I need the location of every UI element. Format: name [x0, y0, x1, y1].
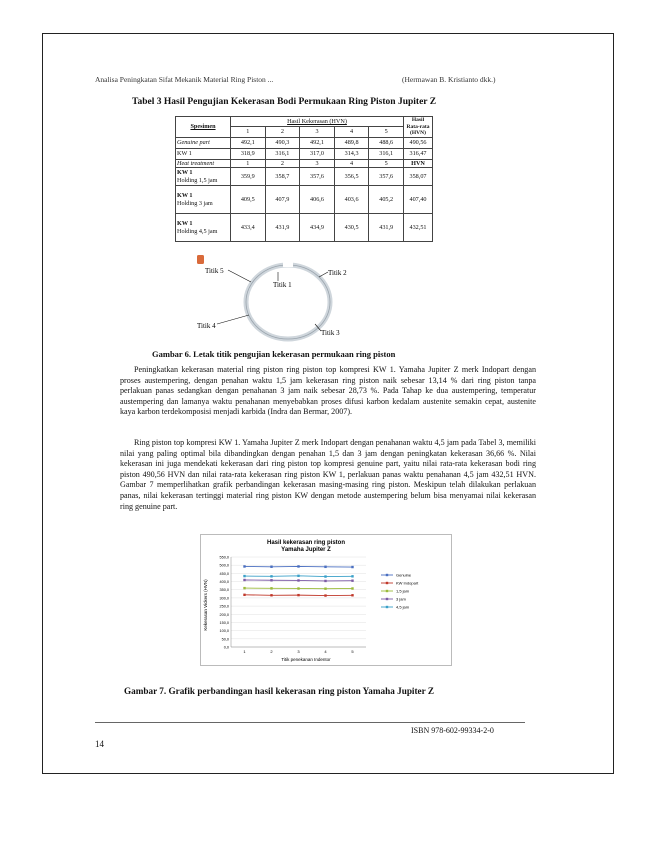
- x-tick-label: 4: [324, 649, 327, 654]
- cell: 356,5: [334, 168, 369, 186]
- data-point: [351, 566, 353, 568]
- data-point: [297, 575, 299, 577]
- table-row: [176, 159, 433, 168]
- table-row: [176, 186, 433, 214]
- y-tick-label: 200,0: [219, 612, 229, 617]
- y-tick-label: 400,0: [219, 580, 229, 585]
- cell: 1: [231, 159, 266, 168]
- row-name: [176, 186, 231, 214]
- cell: 492,1: [300, 137, 335, 148]
- cell: 489,8: [334, 137, 369, 148]
- ring-marker-icon: [197, 255, 204, 264]
- table-row: [176, 148, 433, 159]
- data-point: [351, 579, 353, 581]
- arrow-titik-5: [228, 270, 251, 282]
- cell: 434,9: [300, 214, 335, 242]
- row-name-sub: Holding 3 jam: [177, 199, 213, 207]
- data-point: [243, 579, 245, 581]
- table-header-row: [176, 117, 433, 127]
- y-tick-label: 300,0: [219, 596, 229, 601]
- cell: 314,3: [334, 148, 369, 159]
- cell-average: 432,51: [404, 214, 433, 242]
- data-point: [270, 587, 272, 589]
- cell: 316,1: [369, 148, 404, 159]
- cell: 488,6: [369, 137, 404, 148]
- chart-legend: [381, 573, 419, 610]
- y-tick-label: 0,0: [223, 645, 229, 650]
- figure7-caption: Gambar 7. Grafik perbandingan hasil kekerasan ring piston Yamaha Jupiter Z: [124, 686, 434, 696]
- header-spesimen: Spesimen: [176, 117, 231, 138]
- row-name-main: KW 1: [177, 192, 193, 199]
- table-caption: Tabel 3 Hasil Pengujian Kekerasan Bodi Permukaan Ring Piston Jupiter Z: [132, 97, 437, 107]
- data-point: [243, 587, 245, 589]
- data-point: [270, 566, 272, 568]
- ring-piston-edge: [246, 265, 330, 339]
- data-point: [243, 594, 245, 596]
- cell: 2: [265, 159, 300, 168]
- header-point: 3: [300, 127, 335, 137]
- cell: 357,6: [300, 168, 335, 186]
- cell: 409,5: [231, 186, 266, 214]
- row-name-sub: Holding 4,5 jam: [177, 227, 218, 235]
- cell: 407,9: [265, 186, 300, 214]
- header-point: 4: [334, 127, 369, 137]
- hardness-table: [175, 116, 433, 242]
- header-average: Hasil Rata-rata (HVN): [404, 117, 433, 138]
- cell-average: 316,47: [404, 148, 433, 159]
- data-point: [297, 587, 299, 589]
- data-point: [324, 594, 326, 596]
- ring-piston-figure: [195, 253, 375, 345]
- y-tick-label: 50,0: [221, 637, 229, 642]
- data-point: [270, 594, 272, 596]
- x-tick-label: 1: [243, 649, 246, 654]
- cell: 318,9: [231, 148, 266, 159]
- label-titik-2: Titik 2: [328, 269, 347, 277]
- y-tick-label: 550,0: [219, 555, 229, 560]
- figure6-caption: Gambar 6. Letak titik pengujian kekerasan permukaan ring piston: [152, 349, 396, 359]
- header-point: 5: [369, 127, 404, 137]
- legend-marker: [386, 598, 388, 600]
- legend-label: 3 jam: [396, 596, 406, 602]
- row-name-main: KW 1: [177, 169, 193, 176]
- y-tick-label: 150,0: [219, 620, 229, 625]
- cell: 431,9: [265, 214, 300, 242]
- row-name-sub: Holding 1,5 jam: [177, 176, 218, 184]
- header-group: Hasil Kekerasan (HVN): [231, 117, 404, 127]
- data-point: [297, 565, 299, 567]
- paragraph-1: Peningkatkan kekerasan material ring piston ring piston top kompresi KW 1. Yamaha Jupiter Z merk Indopart dengan proses austempering, dengan penahan waktu 1,5 jam kekerasan ring piston naik sebesar 13,14 % dari ring piston tanpa perlakuan panas sedangkan dengan penahanan 3 jam naik sebesar 28,73 %. Pada Tahap ke dua austempering, temperatur austempering dan lamanya waktu penahanan menyebabkan proses difusi karbon kedalam austenite semakin cepat, austenite kaya karbon terdekomposisi menjadi karbida (Indra dan Bermar, 2007).: [120, 365, 536, 417]
- legend-label: 1,5 jam: [396, 588, 410, 594]
- table-row: [176, 137, 433, 148]
- data-point: [270, 579, 272, 581]
- cell: 431,9: [369, 214, 404, 242]
- y-tick-label: 350,0: [219, 588, 229, 593]
- data-point: [324, 587, 326, 589]
- cell: 357,6: [369, 168, 404, 186]
- header-point: 1: [231, 127, 266, 137]
- chart-svg: [201, 535, 451, 665]
- chart-grid: [219, 556, 366, 655]
- row-name: Genuine part: [176, 137, 231, 148]
- cell: 430,5: [334, 214, 369, 242]
- y-tick-label: 250,0: [219, 604, 229, 609]
- y-tick-label: 100,0: [219, 629, 229, 634]
- cell: 4: [334, 159, 369, 168]
- legend-marker: [386, 574, 388, 576]
- data-point: [351, 594, 353, 596]
- header-point: 2: [265, 127, 300, 137]
- x-tick-label: 3: [297, 649, 300, 654]
- cell: 359,9: [231, 168, 266, 186]
- row-name: KW 1: [176, 148, 231, 159]
- cell: 433,4: [231, 214, 266, 242]
- cell-average: 407,40: [404, 186, 433, 214]
- label-titik-3: Titik 3: [321, 329, 340, 337]
- data-point: [243, 575, 245, 577]
- chart-ylabel: Kekerasan Vickers (HVN): [203, 579, 208, 631]
- cell: 492,1: [231, 137, 266, 148]
- chart-title: Hasil kekerasan ring piston Yamaha Jupiter Z: [266, 540, 346, 553]
- data-point: [351, 575, 353, 577]
- arrow-titik-4: [217, 315, 249, 324]
- arrow-titik-2: [319, 272, 328, 277]
- data-point: [297, 594, 299, 596]
- cell: 5: [369, 159, 404, 168]
- data-point: [324, 575, 326, 577]
- legend-label: 4,5 jam: [396, 604, 410, 610]
- cell: 316,1: [265, 148, 300, 159]
- row-name: Heat treatment: [176, 159, 231, 168]
- legend-marker: [386, 590, 388, 592]
- legend-marker: [386, 606, 388, 608]
- hardness-chart: [200, 534, 452, 666]
- cell: 317,0: [300, 148, 335, 159]
- data-point: [297, 579, 299, 581]
- legend-label: KW Indopart: [396, 580, 419, 586]
- chart-series-group: [243, 565, 353, 596]
- cell: 490,3: [265, 137, 300, 148]
- legend-label: Genuine: [396, 572, 412, 578]
- cell: 405,2: [369, 186, 404, 214]
- cell: 358,7: [265, 168, 300, 186]
- cell: 3: [300, 159, 335, 168]
- running-header-right: (Hermawan B. Kristianto dkk.): [402, 75, 496, 84]
- label-titik-1: Titik 1: [273, 281, 292, 289]
- chart-xlabel: Titik penekanan Indentor: [281, 657, 331, 662]
- x-tick-label: 5: [351, 649, 354, 654]
- footer-rule: [95, 722, 525, 723]
- y-tick-label: 500,0: [219, 563, 229, 568]
- paragraph-2: Ring piston top kompresi KW 1. Yamaha Jupiter Z merk Indopart dengan penahanan waktu 4,5 jam pada Tabel 3, memiliki nilai yang paling optimal bila dibandingkan dengan penahan 1,5 dan 3 jam dengan peningkatan kekerasan 36,66 %. Nilai kekerasan ini juga mendekati kekerasan dari ring piston top kompresi genuine part, yaitu nilai rata-rata kekerasan bodi ring piston 490,56 HVN dan nilai rata-rata kekerasan ring piston KW 1, perlakuan panas waktu penahanan 4,5 jam 432,51 HVN. Gambar 7 memperlihatkan grafik perbandingan kekerasan masing-masing ring piston. Meskipun telah dilakukan perlakuan panas, nilai kekerasan tertinggi material ring piston KW dengan metode austempering belum bisa menyamai nilai kekerasan ring genuine part.: [120, 438, 536, 511]
- legend-marker: [386, 582, 388, 584]
- x-tick-label: 2: [270, 649, 273, 654]
- data-point: [324, 566, 326, 568]
- row-name: [176, 168, 231, 186]
- row-name: [176, 214, 231, 242]
- table-row: [176, 214, 433, 242]
- running-header-left: Analisa Peningkatan Sifat Mekanik Material Ring Piston ...: [95, 75, 274, 84]
- table-row: [176, 168, 433, 186]
- y-tick-label: 450,0: [219, 571, 229, 576]
- ring-gap: [283, 262, 293, 267]
- data-point: [324, 580, 326, 582]
- data-point: [351, 587, 353, 589]
- data-point: [270, 575, 272, 577]
- row-name-main: KW 1: [177, 220, 193, 227]
- cell: 406,6: [300, 186, 335, 214]
- cell-average: 490,56: [404, 137, 433, 148]
- label-titik-4: Titik 4: [197, 322, 216, 330]
- cell-average: 358,07: [404, 168, 433, 186]
- page-number: 14: [95, 739, 104, 749]
- isbn-text: ISBN 978-602-99334-2-0: [411, 726, 494, 735]
- data-point: [243, 565, 245, 567]
- cell-average: HVN: [404, 159, 433, 168]
- label-titik-5: Titik 5: [205, 267, 224, 275]
- cell: 403,6: [334, 186, 369, 214]
